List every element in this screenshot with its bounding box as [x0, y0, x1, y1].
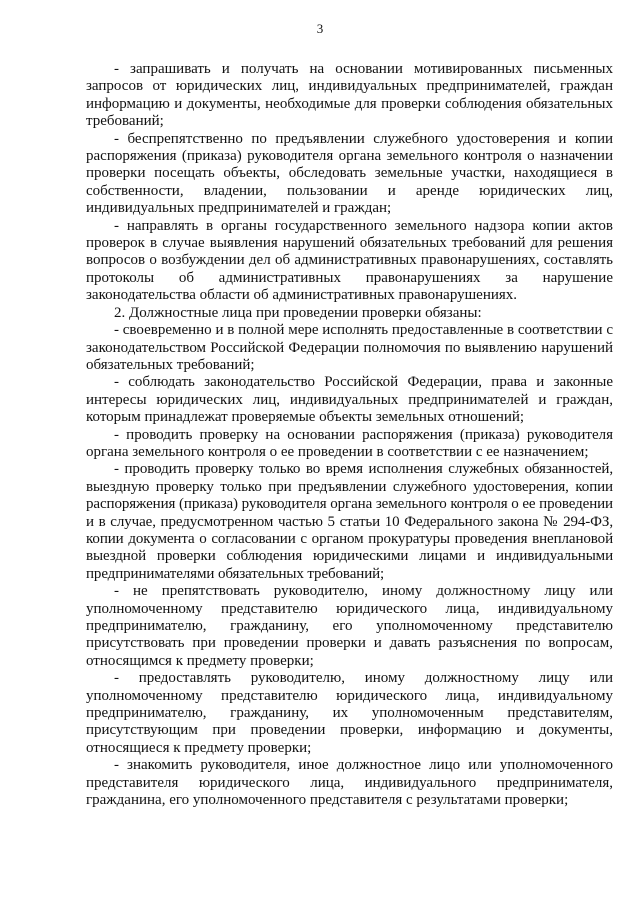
paragraph-inspection-basis: - проводить проверку на основании распоряжения (приказа) руководителя органа земельного контроля о ее проведении в соответствии с ее назначением; [86, 426, 613, 460]
paragraph-observe-law: - соблюдать законодательство Российской Федерации, права и законные интересы юридических лиц, индивидуальных предпринимателей и граждан, которым принадлежат проверяемые объекты земельных отношений; [86, 374, 613, 426]
document-body [86, 61, 613, 809]
paragraph-not-obstruct: - не препятствовать руководителю, иному должностному лицу или уполномоченному представителю юридического лица, индивидуальному предпринимателю, гражданину, его уполномоченному представителю присутствовать при проведении проверки и давать разъяснения по вопросам, относящимся к предмету проверки; [86, 583, 613, 669]
paragraph-send-acts: - направлять в органы государственного земельного надзора копии актов проверок в случае выявления нарушений обязательных требований для решения вопросов о возбуждении дел об административных правонарушениях, составлять протоколы об административных правонарушениях за нарушение законодательства области об административных правонарушениях. [86, 217, 613, 304]
paragraph-provide-info: - предоставлять руководителю, иному должностному лицу или уполномоченному представителю юридического лица, индивидуальному предпринимателю, гражданину, их уполномоченным представителям, присутствующим при проведении проверки, информацию и документы, относящиеся к предмету проверки; [86, 670, 613, 756]
paragraph-acquaint-results: - знакомить руководителя, иное должностное лицо или уполномоченного представителя юридического лица, индивидуального предпринимателя, гражданина, его уполномоченного представителя с результатами проверки; [86, 757, 613, 809]
paragraph-duties-heading: 2. Должностные лица при проведении проверки обязаны: [114, 304, 482, 321]
paragraph-request-info: - запрашивать и получать на основании мотивированных письменных запросов от юридических лиц, индивидуальных предпринимателей, граждан информацию и документы, необходимые для проверки соблюдения обязательных требований; [86, 61, 613, 130]
page-number: 3 [316, 21, 324, 36]
paragraph-visit-objects: - беспрепятственно по предъявлении служебного удостоверения и копии распоряжения (приказа) руководителя органа земельного контроля о назначении проверки посещать объекты, обследовать земельные участки, находящиеся в собственности, владении, пользовании и аренде юридических лиц, индивидуальных предпринимателей и граждан; [86, 130, 613, 217]
paragraph-inspection-conditions: - проводить проверку только во время исполнения служебных обязанностей, выездную проверку только при предъявлении служебного удостоверения, копии распоряжения (приказа) руководителя органа земельного контроля о ее проведении и в случае, предусмотренном частью 5 статьи 10 Федерального закона № 294-ФЗ, копии документа о согласовании с органом прокуратуры проведения внеплановой выездной проверки соблюдения юридическими лицами и индивидуальными предпринимателями обязательных требований; [86, 461, 613, 582]
paragraph-exercise-powers: - своевременно и в полной мере исполнять предоставленные в соответствии с законодательством Российской Федерации полномочия по выявлению нарушений обязательных требований; [86, 322, 613, 373]
